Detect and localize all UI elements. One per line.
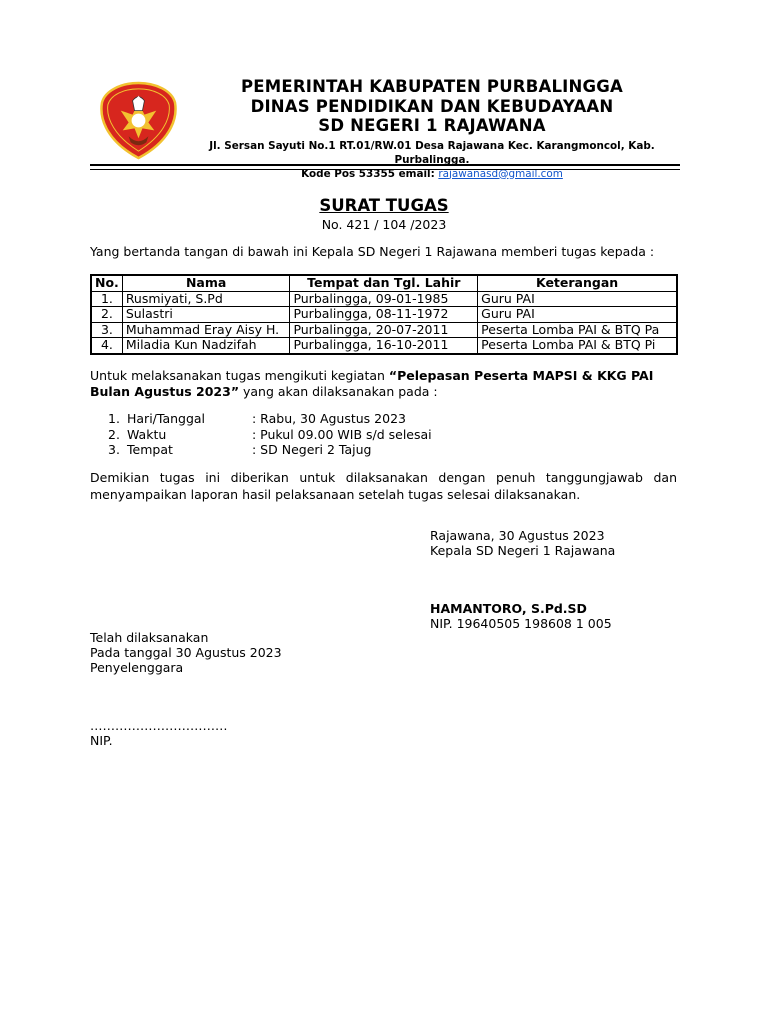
detail-number: 3. bbox=[108, 442, 120, 457]
detail-row bbox=[108, 411, 432, 427]
activity-details bbox=[108, 411, 432, 458]
cell-no: 4. bbox=[91, 338, 122, 354]
detail-number: 2. bbox=[108, 426, 120, 442]
activity-line2 bbox=[90, 384, 438, 401]
detail-number: 1. bbox=[108, 411, 120, 426]
cell-no: 2. bbox=[91, 307, 122, 323]
cell-note: Peserta Lomba PAI & BTQ Pi bbox=[478, 338, 677, 354]
svg-text:✦: ✦ bbox=[136, 94, 141, 101]
school-logo bbox=[99, 81, 178, 160]
activity-name-part1: “Pelepasan Peserta MAPSI & KKG PAI bbox=[388, 368, 654, 383]
cell-name: Sulastri bbox=[122, 307, 290, 323]
letterhead-school-name: SD NEGERI 1 RAJAWANA bbox=[318, 116, 546, 135]
header-no: No. bbox=[91, 275, 122, 291]
cell-name: Miladia Kun Nadzifah bbox=[122, 338, 290, 354]
header-birth: Tempat dan Tgl. Lahir bbox=[290, 275, 478, 291]
cell-birth: Purbalingga, 09-01-1985 bbox=[290, 291, 478, 307]
cell-birth: Purbalingga, 20-07-2011 bbox=[290, 322, 478, 338]
signature-place-date: Rajawana, 30 Agustus 2023 bbox=[430, 528, 605, 543]
closing-paragraph: Demikian tugas ini diberikan untuk dilaksanakan dengan penuh tanggungjawab dan menyampaikan laporan hasil pelaksanaan setelah tugas selesai dilaksanakan. bbox=[90, 470, 677, 502]
detail-value: : SD Negeri 2 Tajug bbox=[252, 442, 372, 457]
detail-value: : Pukul 09.00 WIB s/d selesai bbox=[252, 426, 432, 442]
signatory-nip: NIP. 19640505 198608 1 005 bbox=[430, 616, 612, 631]
letterhead-address: Jl. Sersan Sayuti No.1 RT.01/RW.01 Desa Rajawana Kec. Karangmoncol, Kab. Purbalingga. bbox=[209, 139, 655, 166]
assignee-table bbox=[90, 274, 678, 355]
table-row bbox=[91, 322, 677, 338]
cell-note: Guru PAI bbox=[478, 291, 677, 307]
activity-name-part2: Bulan Agustus 2023” bbox=[90, 384, 240, 399]
signature-position: Kepala SD Negeri 1 Rajawana bbox=[430, 543, 616, 558]
document-number: No. 421 / 104 /2023 bbox=[321, 217, 447, 232]
table-row bbox=[91, 291, 677, 307]
executed-line3: Penyelenggara bbox=[90, 660, 184, 675]
table-header-row bbox=[91, 275, 677, 291]
postal-label: Kode Pos 53355 email: bbox=[301, 167, 435, 180]
cell-note: Guru PAI bbox=[478, 307, 677, 323]
cell-birth: Purbalingga, 16-10-2011 bbox=[290, 338, 478, 354]
table-row bbox=[91, 307, 677, 323]
intro-text: Yang bertanda tangan di bawah ini Kepala SD Negeri 1 Rajawana memberi tugas kepada : bbox=[90, 244, 655, 259]
detail-label: Waktu bbox=[127, 426, 167, 442]
letterhead-line1: PEMERINTAH KABUPATEN PURBALINGGA bbox=[241, 77, 623, 96]
cell-no: 3. bbox=[91, 322, 122, 338]
header-note: Keterangan bbox=[478, 275, 677, 291]
cell-name: Rusmiyati, S.Pd bbox=[122, 291, 290, 307]
executed-signature-blank: …………………………… bbox=[90, 718, 228, 733]
detail-row bbox=[108, 427, 432, 443]
detail-label: Hari/Tanggal bbox=[127, 411, 206, 426]
cell-name: Muhammad Eray Aisy H. bbox=[122, 322, 290, 338]
activity-line1 bbox=[90, 368, 653, 385]
activity-suffix: yang akan dilaksanakan pada : bbox=[239, 384, 438, 399]
header-name: Nama bbox=[122, 275, 290, 291]
detail-label: Tempat bbox=[127, 442, 173, 457]
cell-birth: Purbalingga, 08-11-1972 bbox=[290, 307, 478, 323]
detail-value: : Rabu, 30 Agustus 2023 bbox=[252, 411, 406, 426]
executed-line1: Telah dilaksanakan bbox=[90, 630, 209, 645]
email-link[interactable]: rajawanasd@gmail.com bbox=[438, 167, 563, 180]
executed-line2: Pada tanggal 30 Agustus 2023 bbox=[90, 645, 282, 660]
signatory-name: HAMANTORO, S.Pd.SD bbox=[430, 601, 587, 616]
activity-prefix: Untuk melaksanakan tugas mengikuti kegiatan bbox=[90, 368, 389, 383]
detail-row bbox=[108, 442, 432, 458]
letterhead-thick-rule bbox=[90, 164, 680, 166]
letterhead-thin-rule bbox=[90, 169, 680, 170]
cell-note: Peserta Lomba PAI & BTQ Pa bbox=[478, 322, 677, 338]
executed-nip: NIP. bbox=[90, 733, 113, 748]
letterhead-line2: DINAS PENDIDIKAN DAN KEBUDAYAAN bbox=[250, 96, 614, 116]
document-title: SURAT TUGAS bbox=[319, 196, 449, 215]
cell-no: 1. bbox=[91, 291, 122, 307]
table-row bbox=[91, 338, 677, 354]
